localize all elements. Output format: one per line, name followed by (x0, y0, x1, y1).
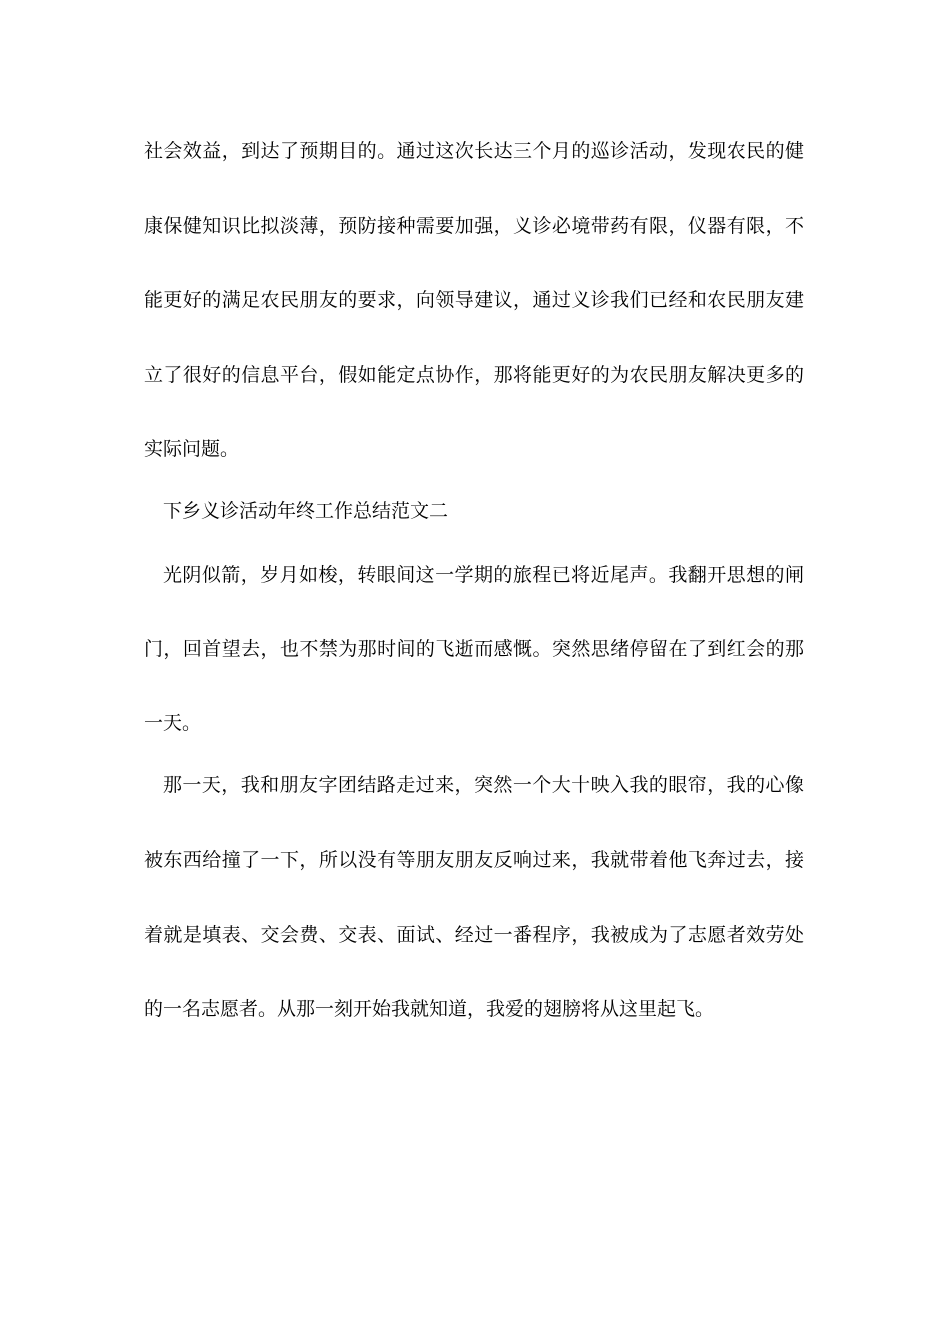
paragraph-1-line-5: 实际问题。 (144, 438, 240, 460)
paragraph-1-line-4: 立了很好的信息平台，假如能定点协作，那将能更好的为农民朋友解决更多的 (144, 364, 804, 386)
paragraph-1-line-2: 康保健知识比拟淡薄，预防接种需要加强，义诊必境带药有限，仪器有限，不 (144, 215, 804, 237)
paragraph-3-line-1: 那一天，我和朋友字团结路走过来，突然一个大十映入我的眼帘，我的心像 (163, 774, 804, 796)
paragraph-3-line-3: 着就是填表、交会费、交表、面试、经过一番程序，我被成为了志愿者效劳处 (144, 924, 804, 946)
paragraph-1-line-3: 能更好的满足农民朋友的要求，向领导建议，通过义诊我们已经和农民朋友建 (144, 289, 804, 311)
section-heading: 下乡义诊活动年终工作总结范文二 (163, 500, 449, 522)
paragraph-3-line-4: 的一名志愿者。从那一刻开始我就知道，我爱的翅膀将从这里起飞。 (144, 998, 715, 1020)
paragraph-2-line-2: 门，回首望去，也不禁为那时间的飞逝而感慨。突然思绪停留在了到红会的那 (144, 638, 804, 660)
paragraph-1-line-1: 社会效益，到达了预期目的。通过这次长达三个月的巡诊活动，发现农民的健 (144, 140, 804, 162)
paragraph-2-line-3: 一天。 (144, 712, 202, 734)
paragraph-3-line-2: 被东西给撞了一下，所以没有等朋友朋友反响过来，我就带着他飞奔过去，接 (144, 849, 804, 871)
paragraph-2-line-1: 光阴似箭，岁月如梭，转眼间这一学期的旅程已将近尾声。我翻开思想的闸 (163, 564, 804, 586)
